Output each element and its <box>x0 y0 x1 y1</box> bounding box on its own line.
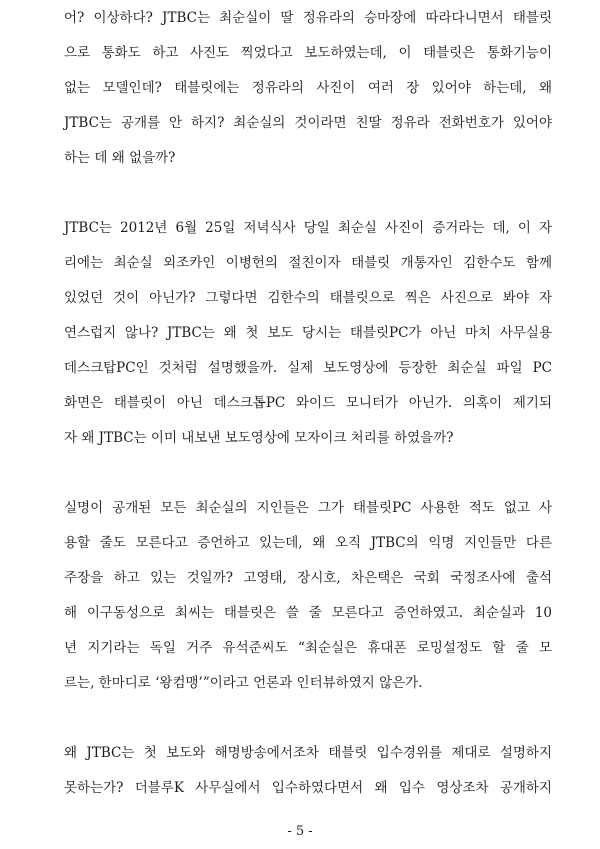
paragraph-line: 왜 JTBC는 첫 보도와 해명방송에서조차 태블릿 입수경위를 제대로 설명하지 <box>64 745 552 761</box>
paragraph-line: 하는 데 왜 없을까? <box>64 150 176 166</box>
paragraph-line: 용할 줄도 모른다고 증언하고 있는데, 왜 오직 JTBC의 익명 지인들만 다른 <box>64 535 552 551</box>
paragraph-line: 없는 모델인데? 태블릿에는 정유라의 사진이 여러 장 있어야 하는데, 왜 <box>64 80 552 96</box>
paragraph-line: 못하는가? 더블루K 사무실에서 입수하였다면서 왜 입수 영상조차 공개하지 <box>64 780 552 796</box>
paragraph-line: 있었던 것이 아닌가? 그렇다면 김한수의 태블릿으로 찍은 사진으로 봐야 자 <box>64 290 552 306</box>
paragraph-line: 어? 이상하다? JTBC는 최순실이 딸 정유라의 승마장에 따라다니면서 태블릿 <box>64 10 552 26</box>
paragraph-line: 으로 통화도 하고 사진도 찍었다고 보도하였는데, 이 태블릿은 통화기능이 <box>64 45 552 61</box>
paragraph-line: 실명이 공개된 모든 최순실의 지인들은 그가 태블릿PC 사용한 적도 없고 사 <box>64 500 552 516</box>
paragraph-line: 르는, 한마디로 ‘왕컴맹’”이라고 언론과 인터뷰하였지 않은가. <box>64 675 423 691</box>
paragraph-line: JTBC는 2012년 6월 25일 저녁식사 당일 최순실 사진이 증거라는 데, 이 자 <box>64 220 552 236</box>
paragraph-line: 해 이구동성으로 최씨는 태블릿은 쓸 줄 모른다고 증언하였고. 최순실과 10 <box>64 605 552 621</box>
paragraph-line: 주장을 하고 있는 것일까? 고영태, 장시호, 차은택은 국회 국정조사에 출석 <box>64 570 552 586</box>
page-number: - 5 - <box>287 824 313 839</box>
paragraph-line: 데스크탑PC인 것처럼 설명했을까. 실제 보도영상에 등장한 최순실 파일 PC <box>64 360 552 376</box>
paragraph-line: 화면은 태블릿이 아닌 데스크톱PC 와이드 모니터가 아닌가. 의혹이 제기되 <box>64 395 552 411</box>
paragraph-line: 리에는 최순실 외조카인 이병헌의 절친이자 태블릿 개통자인 김한수도 함께 <box>64 255 552 271</box>
paragraph-line: JTBC는 공개를 안 하지? 최순실의 것이라면 친딸 정유라 전화번호가 있어야 <box>64 115 552 131</box>
paragraph-line: 연스럽지 않나? JTBC는 왜 첫 보도 당시는 태블릿PC가 아닌 마치 사무실용 <box>64 325 552 341</box>
paragraph-line: 년 지기라는 독일 거주 유석준씨도 “최순실은 휴대폰 로밍설정도 할 줄 모 <box>64 640 552 656</box>
paragraph-line: 자 왜 JTBC는 이미 내보낸 보도영상에 모자이크 처리를 하였을까? <box>64 430 454 446</box>
